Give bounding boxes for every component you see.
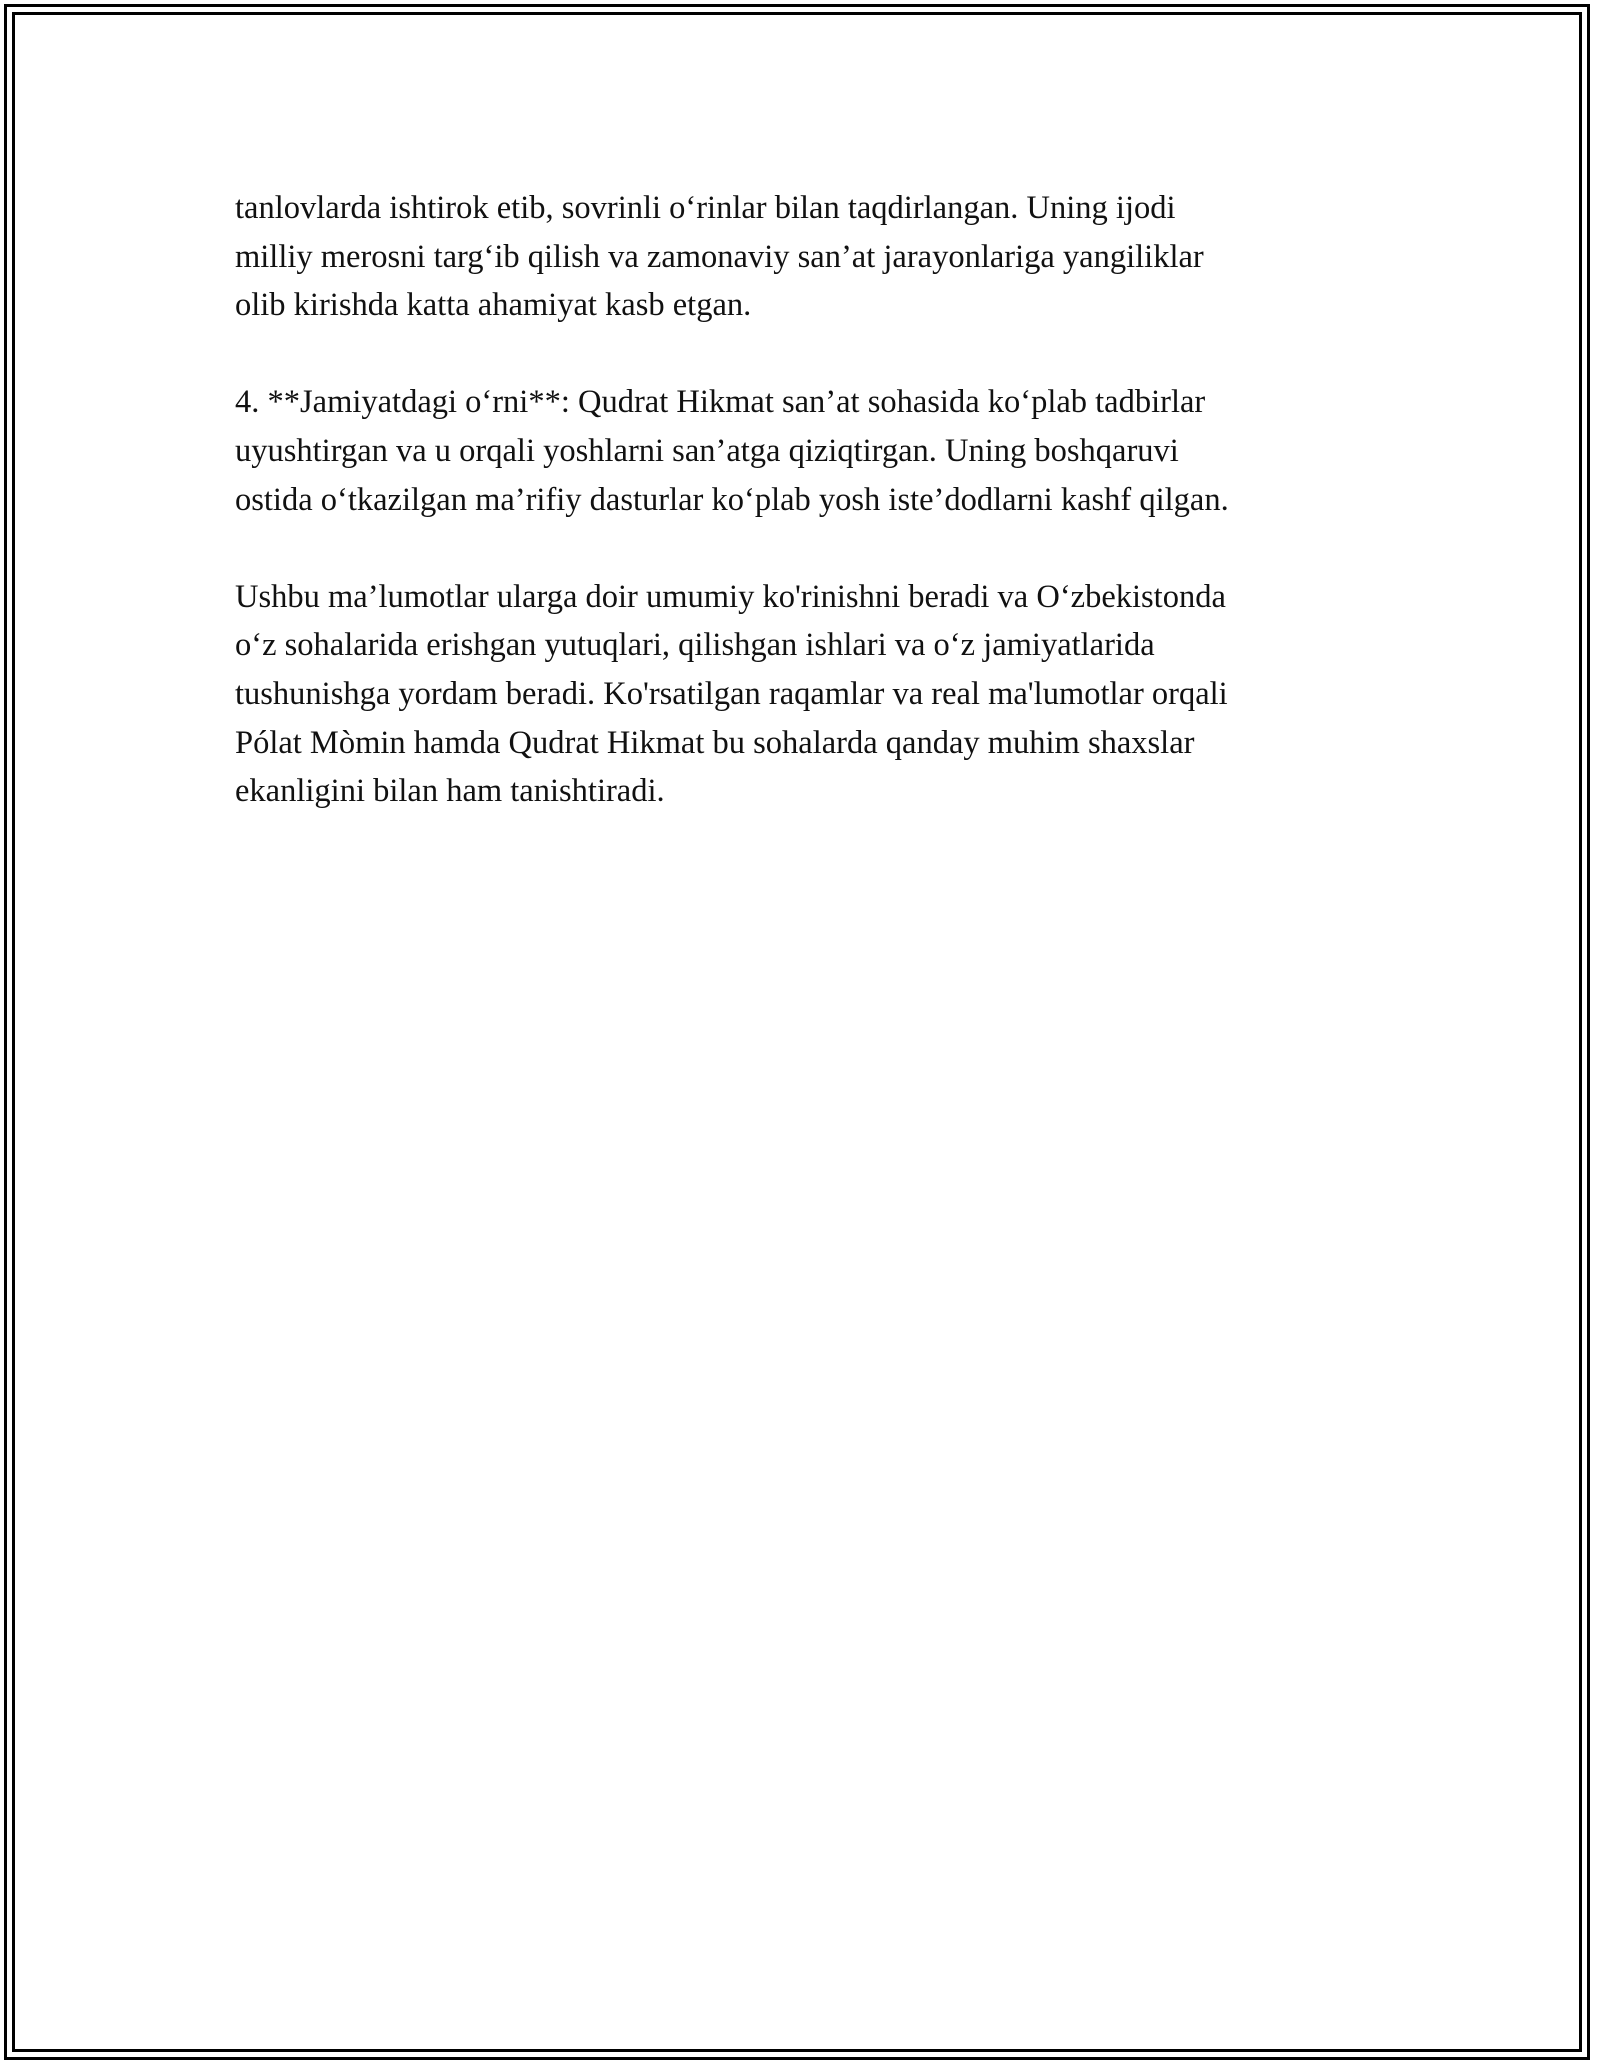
text-line: ostida o‘tkazilgan ma’rifiy dasturlar ko‘plab yosh iste’dodlarni kashf qilgan. [235,481,1229,518]
text-line: ekanligini bilan ham tanishtiradi. [235,773,665,810]
paragraph-contest-achievements [235,184,1375,330]
text-line: tushunishga yordam beradi. Ko'rsatilgan raqamlar va real ma'lumotlar orqali [235,675,1228,712]
text-line: 4. **Jamiyatdagi o‘rni**: Qudrat Hikmat san’at sohasida ko‘plab tadbirlar [235,384,1206,421]
text-line: Pólat Mòmin hamda Qudrat Hikmat bu sohalarda qanday muhim shaxslar [235,724,1195,761]
text-line: Ushbu ma’lumotlar ularga doir umumiy ko'rinishni beradi va O‘zbekistonda [235,578,1226,615]
text-line: tanlovlarda ishtirok etib, sovrinli o‘rinlar bilan taqdirlangan. Uning ijodi [235,190,1176,226]
text-line: uyushtirgan va u orqali yoshlarni san’atga qiziqtirgan. Uning boshqaruvi [235,432,1179,469]
paragraph-role-in-society [235,378,1375,524]
text-line: milliy merosni targ‘ib qilish va zamonaviy san’at jarayonlariga yangiliklar [235,238,1204,275]
document-body [235,184,1375,864]
text-line: olib kirishda katta ahamiyat kasb etgan. [235,287,752,324]
paragraph-conclusion [235,573,1375,816]
text-line: o‘z sohalarida erishgan yutuqlari, qilishgan ishlari va o‘z jamiyatlarida [235,627,1155,664]
